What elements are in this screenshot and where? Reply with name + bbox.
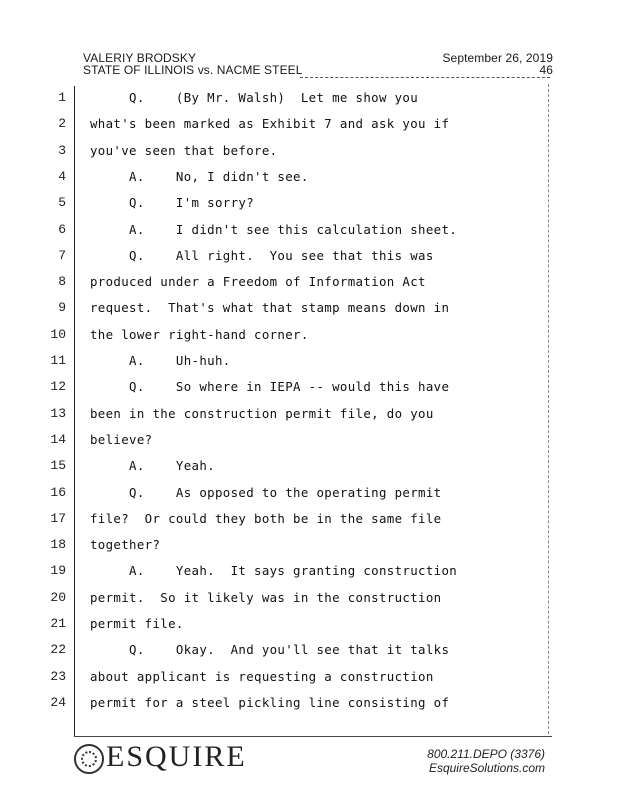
transcript-line (0, 375, 619, 401)
transcript-line (0, 165, 619, 191)
footer-website[interactable]: EsquireSolutions.com (428, 761, 545, 775)
line-number: 14 (50, 431, 66, 447)
line-text: been in the construction permit file, do you (90, 405, 434, 421)
line-text: A. I didn't see this calculation sheet. (90, 221, 458, 237)
line-number: 4 (58, 168, 66, 184)
line-number: 6 (58, 221, 66, 237)
header-left (83, 52, 303, 76)
transcript-line (0, 112, 619, 138)
line-text: permit for a steel pickling line consisting of (90, 694, 450, 710)
line-number: 8 (58, 274, 66, 290)
line-number: 7 (58, 247, 66, 263)
line-number: 16 (50, 484, 66, 500)
logo-wordmark: ESQUIRE (106, 740, 247, 773)
transcript-line (0, 586, 619, 612)
transcript-line (0, 86, 619, 112)
line-text: believe? (90, 431, 153, 447)
transcript-line (0, 349, 619, 375)
transcript-line (0, 428, 619, 454)
line-text: Q. (By Mr. Walsh) Let me show you (90, 90, 419, 105)
footer-phone: 800.211.DEPO (3376) (427, 747, 545, 761)
footer-divider (74, 736, 552, 737)
line-text: what's been marked as Exhibit 7 and ask you if (90, 116, 450, 132)
transcript-line (0, 218, 619, 244)
line-number: 20 (50, 589, 66, 605)
line-number: 22 (50, 642, 66, 658)
line-number: 11 (50, 353, 66, 368)
transcript-line (0, 244, 619, 270)
globe-icon (74, 744, 104, 774)
transcript-line (0, 191, 619, 217)
transcript-line (0, 612, 619, 638)
transcript-line (0, 559, 619, 585)
case-title: STATE OF ILLINOIS vs. NACME STEEL (83, 63, 303, 77)
line-text: permit. So it likely was in the construction (90, 589, 442, 605)
line-text: the lower right-hand corner. (90, 326, 309, 342)
line-text: A. Yeah. It says granting construction (90, 563, 458, 579)
transcript-line (0, 402, 619, 428)
line-text: you've seen that before. (90, 142, 278, 158)
line-text: A. Yeah. (90, 458, 215, 474)
line-number: 21 (50, 616, 66, 631)
header-divider (300, 77, 550, 78)
line-number: 1 (58, 90, 66, 105)
line-text: Q. As opposed to the operating permit (90, 484, 442, 500)
line-number: 17 (50, 510, 66, 526)
transcript-line (0, 296, 619, 322)
line-text: produced under a Freedom of Information Act (90, 274, 426, 290)
line-text: Q. All right. You see that this was (90, 247, 434, 263)
line-number: 9 (58, 300, 66, 316)
line-number: 5 (58, 195, 66, 211)
transcript-line (0, 323, 619, 349)
line-number: 13 (50, 405, 66, 421)
line-number: 3 (58, 142, 66, 158)
line-number: 18 (50, 537, 66, 553)
transcript-line (0, 507, 619, 533)
line-text: Q. Okay. And you'll see that it talks (90, 642, 450, 658)
line-text: file? Or could they both be in the same file (90, 510, 442, 526)
line-text: A. Uh-huh. (90, 353, 231, 368)
line-number: 15 (50, 458, 66, 474)
transcript-line (0, 665, 619, 691)
line-text: request. That's what that stamp means down in (90, 300, 450, 316)
footer-contact (427, 747, 545, 775)
esquire-logo (72, 740, 247, 778)
page-number: 46 (539, 63, 553, 77)
line-number: 24 (50, 694, 66, 710)
line-number: 19 (50, 563, 66, 579)
witness-name: VALERIY BRODSKY (83, 51, 197, 65)
deposition-date: September 26, 2019 (442, 51, 553, 65)
line-number: 23 (50, 668, 66, 684)
transcript-line (0, 454, 619, 480)
header-right (442, 52, 553, 76)
line-text: about applicant is requesting a construction (90, 668, 434, 684)
line-number: 2 (58, 116, 66, 132)
transcript-line (0, 139, 619, 165)
line-text: together? (90, 537, 161, 553)
line-text: A. No, I didn't see. (90, 168, 309, 184)
transcript-line (0, 638, 619, 664)
transcript-line (0, 533, 619, 559)
line-number: 10 (50, 326, 66, 342)
transcript-line (0, 481, 619, 507)
line-text: permit file. (90, 616, 184, 631)
transcript-line (0, 691, 619, 717)
line-text: Q. So where in IEPA -- would this have (90, 379, 450, 395)
line-number: 12 (50, 379, 66, 395)
transcript-line (0, 270, 619, 296)
line-text: Q. I'm sorry? (90, 195, 255, 211)
